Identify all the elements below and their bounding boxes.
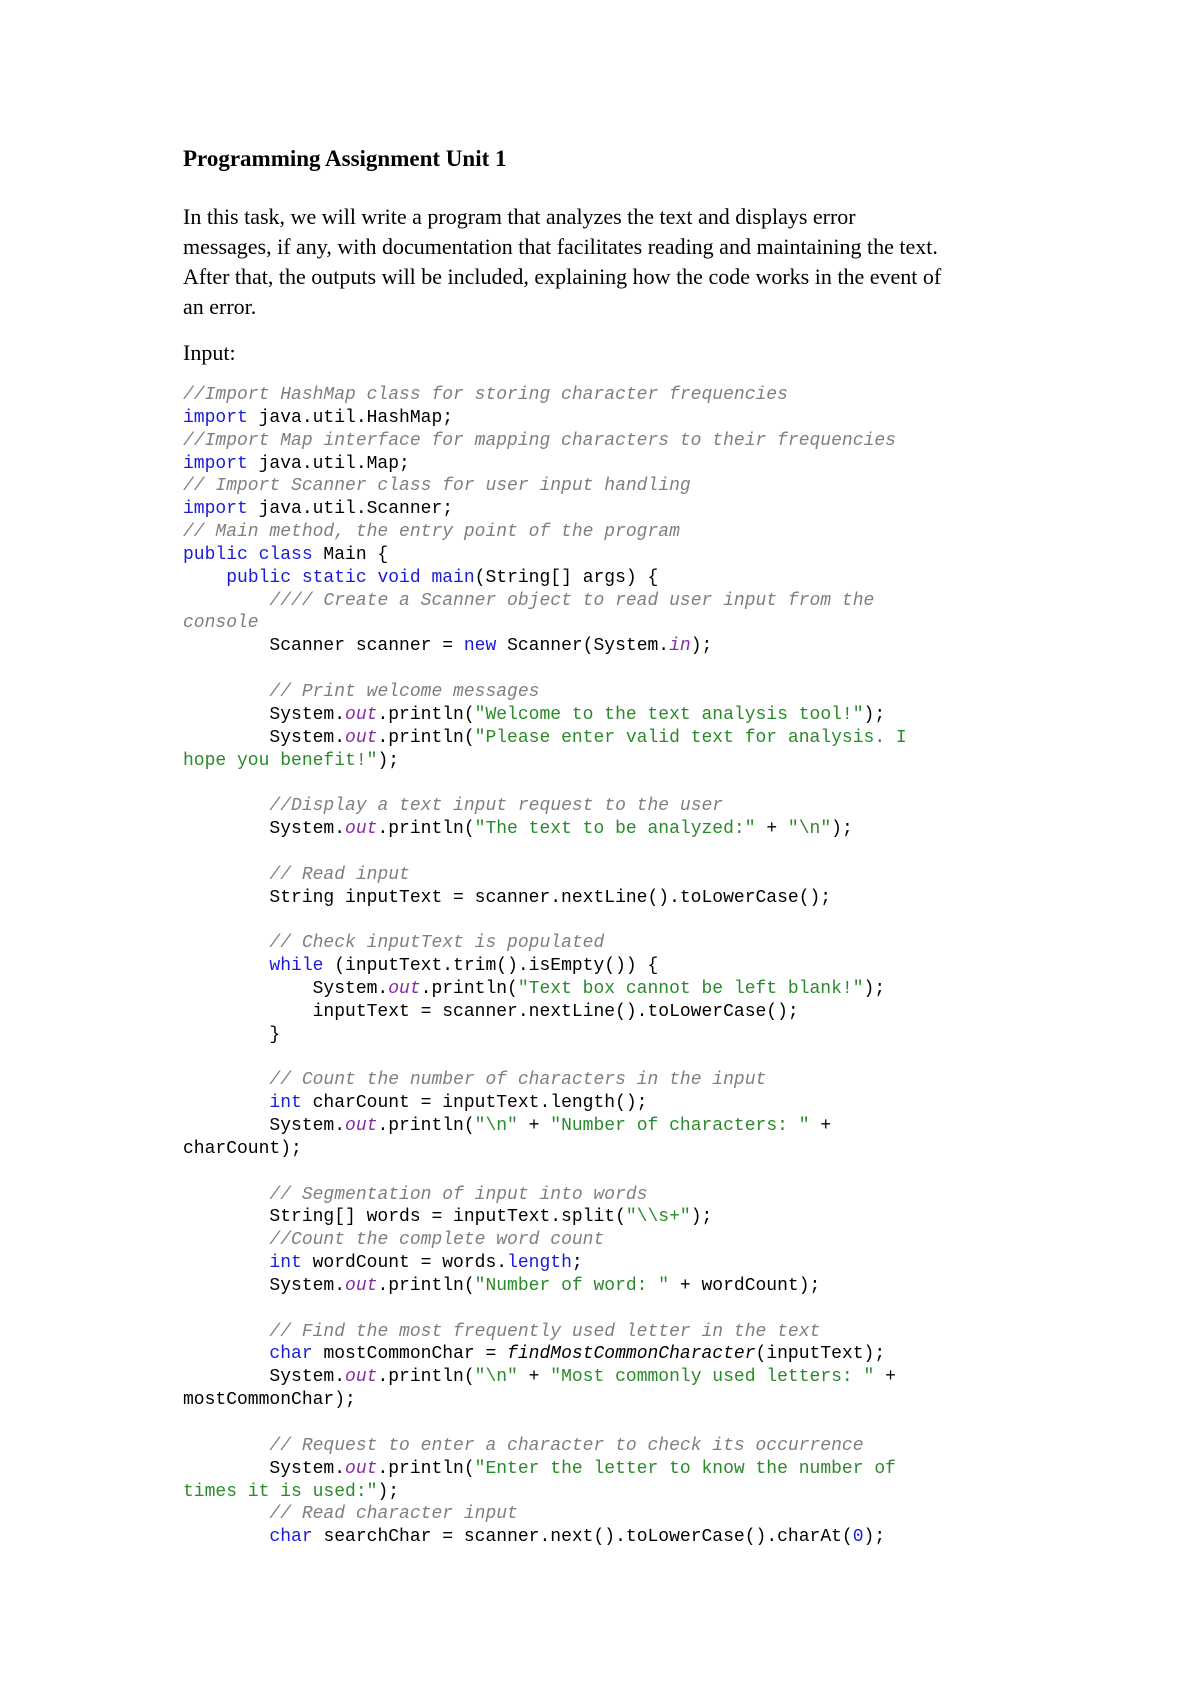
code-token-plain: wordCount = words.: [301, 1253, 508, 1274]
code-line: [183, 1481, 1083, 1504]
code-line: [183, 978, 1083, 1001]
code-token-plain: charCount = inputText.length();: [301, 1093, 648, 1114]
code-line: [183, 681, 1083, 704]
code-token-string: "\\s+": [625, 1207, 691, 1228]
code-line: [183, 1046, 1083, 1069]
code-token-string: "\n": [787, 819, 832, 840]
code-line: [183, 1526, 1083, 1549]
code-token-keyword: import: [183, 499, 248, 520]
code-token-plain: .println(: [377, 727, 475, 748]
code-line: [183, 612, 1083, 635]
code-token-comment: // Find the most frequently used letter in the text: [269, 1321, 821, 1342]
code-token-plain: java.util.HashMap;: [247, 407, 454, 428]
code-line: [183, 1138, 1083, 1161]
code-line: [183, 1458, 1083, 1481]
code-token-comment: // Request to enter a character to check its occurrence: [269, 1435, 864, 1456]
code-line: [183, 1366, 1083, 1389]
code-token-plain: );: [863, 978, 886, 999]
code-token-plain: java.util.Scanner;: [247, 499, 454, 520]
code-line: [183, 1092, 1083, 1115]
code-token-plain: );: [377, 1481, 400, 1502]
code-token-plain: inputText = scanner.nextLine().toLowerCase();: [183, 1001, 799, 1022]
code-token-plain: +: [517, 1116, 551, 1136]
code-line: [183, 909, 1083, 932]
code-token-keyword: import: [183, 453, 248, 474]
code-token-keyword: int: [269, 1253, 302, 1274]
code-token-comment: //Count the complete word count: [269, 1230, 605, 1251]
code-token-keyword: char: [269, 1344, 313, 1365]
code-token-plain: String[] words = inputText.split(: [183, 1207, 626, 1228]
code-line: [183, 1206, 1083, 1229]
code-token-method: findMostCommonCharacter: [507, 1344, 756, 1365]
code-line: [183, 704, 1083, 727]
code-token-keyword: while: [269, 956, 324, 977]
code-token-field: out: [345, 1275, 378, 1296]
code-token-plain: System.: [183, 1275, 346, 1296]
code-line: [183, 1503, 1083, 1526]
code-token-string: "Number of characters: ": [550, 1116, 810, 1136]
code-token-plain: Main {: [312, 544, 389, 565]
code-token-field: in: [669, 636, 691, 657]
code-line: [183, 1184, 1083, 1207]
code-token-plain: +: [874, 1367, 896, 1388]
code-token-plain: Scanner scanner =: [183, 636, 464, 657]
code-token-plain: [183, 1527, 269, 1547]
code-token-string: hope you benefit!": [183, 750, 378, 771]
code-token-plain: );: [863, 704, 886, 725]
code-token-plain: mostCommonChar =: [312, 1344, 508, 1365]
code-token-string: "Enter the letter to know the number of: [474, 1458, 896, 1479]
code-line: [183, 430, 1083, 453]
code-token-plain: [183, 568, 226, 588]
code-line: [183, 453, 1083, 476]
code-token-comment: // Main method, the entry point of the program: [183, 522, 680, 543]
intro-line: messages, if any, with documentation that facilitates reading and maintaining the text.: [183, 234, 938, 259]
code-token-plain: .println(: [377, 1116, 475, 1136]
intro-line: an error.: [183, 294, 257, 319]
code-token-plain: [183, 1230, 269, 1250]
code-token-field: out: [345, 1367, 378, 1388]
code-line: [183, 1389, 1083, 1412]
code-line: [183, 887, 1083, 910]
code-token-keyword: import: [183, 407, 248, 428]
code-token-plain: (inputText);: [755, 1344, 886, 1365]
code-line: [183, 521, 1083, 544]
code-token-plain: (String[] args) {: [474, 567, 659, 588]
code-token-comment: // Import Scanner class for user input handling: [183, 476, 691, 497]
code-line: [183, 1343, 1083, 1366]
code-token-plain: +: [809, 1116, 832, 1136]
code-token-comment: //Import HashMap class for storing character frequencies: [183, 385, 788, 405]
code-token-plain: System.: [183, 1458, 346, 1479]
code-token-string: "\n": [474, 1367, 518, 1388]
code-line: [183, 1412, 1083, 1435]
input-heading: Input:: [183, 340, 236, 365]
code-line: [183, 727, 1083, 750]
code-line: [183, 658, 1083, 681]
code-line: [183, 1275, 1083, 1298]
code-line: [183, 818, 1083, 841]
code-token-plain: System.: [183, 1367, 346, 1388]
code-token-plain: + wordCount);: [669, 1275, 821, 1296]
code-line: [183, 1435, 1083, 1458]
code-token-plain: );: [377, 750, 400, 771]
code-token-plain: );: [831, 819, 853, 840]
code-token-plain: ;: [571, 1253, 583, 1274]
code-token-plain: [183, 1436, 269, 1456]
code-token-comment: // Read input: [269, 864, 410, 885]
code-token-string: "Welcome to the text analysis tool!": [474, 704, 864, 725]
code-line: [183, 955, 1083, 978]
code-token-plain: [183, 796, 269, 816]
code-line: [183, 384, 1083, 407]
page-title: Programming Assignment Unit 1: [183, 146, 507, 171]
code-line: [183, 1161, 1083, 1184]
code-line: [183, 498, 1083, 521]
code-token-plain: +: [755, 819, 788, 840]
code-line: [183, 407, 1083, 430]
code-line: [183, 1252, 1083, 1275]
code-token-field: out: [345, 1458, 378, 1479]
code-line: [183, 1229, 1083, 1252]
code-token-plain: java.util.Map;: [247, 453, 410, 474]
code-token-plain: );: [690, 636, 713, 657]
code-token-plain: );: [863, 1527, 886, 1548]
code-line: [183, 864, 1083, 887]
code-token-plain: .println(: [377, 704, 475, 725]
code-line: [183, 475, 1083, 498]
code-token-string: "\n": [474, 1116, 518, 1136]
code-token-plain: System.: [183, 727, 346, 748]
code-token-plain: [183, 865, 269, 885]
intro-paragraph: [183, 202, 1053, 322]
code-token-keyword: public class: [183, 544, 313, 565]
code-token-string: "Most commonly used letters: ": [550, 1367, 875, 1388]
code-token-string: "Text box cannot be left blank!": [517, 978, 864, 999]
code-token-plain: System.: [183, 1116, 346, 1136]
intro-line: In this task, we will write a program that analyzes the text and displays error: [183, 204, 856, 229]
code-line: [183, 841, 1083, 864]
code-token-keyword: char: [269, 1527, 313, 1548]
code-token-plain: .println(: [420, 978, 518, 999]
code-line: [183, 1069, 1083, 1092]
code-line: [183, 567, 1083, 590]
code-token-comment: // Count the number of characters in the input: [269, 1070, 767, 1091]
code-token-keyword: new: [463, 636, 497, 657]
code-token-field: out: [345, 819, 378, 840]
code-token-field: out: [345, 1116, 378, 1136]
code-token-plain: [183, 1093, 269, 1113]
code-token-plain: +: [517, 1367, 551, 1388]
code-line: [183, 635, 1083, 658]
code-token-plain: String inputText = scanner.nextLine().toLowerCase();: [183, 887, 832, 908]
code-token-plain: .println(: [377, 1367, 475, 1388]
code-token-plain: [183, 591, 269, 611]
code-token-plain: System.: [183, 978, 389, 999]
code-token-plain: );: [690, 1207, 713, 1228]
code-token-comment: // Check inputText is populated: [269, 933, 605, 954]
code-token-string: "The text to be analyzed:": [474, 819, 756, 840]
code-token-comment: console: [183, 613, 259, 634]
code-token-plain: charCount);: [183, 1138, 302, 1159]
code-token-plain: searchChar = scanner.next().toLowerCase().charAt(: [312, 1527, 853, 1548]
code-token-comment: //Display a text input request to the user: [269, 796, 724, 817]
code-token-plain: [183, 956, 269, 976]
code-token-plain: [183, 682, 269, 702]
code-token-number: 0: [852, 1527, 864, 1548]
code-token-string: "Please enter valid text for analysis. I: [474, 727, 907, 748]
code-line: [183, 1115, 1083, 1138]
code-token-field: out: [388, 978, 421, 999]
code-token-comment: // Print welcome messages: [269, 681, 540, 702]
code-token-string: "Number of word: ": [474, 1275, 670, 1296]
code-token-plain: [183, 1070, 269, 1090]
code-token-plain: [183, 1344, 269, 1364]
code-token-plain: (inputText.trim().isEmpty()) {: [323, 956, 659, 977]
code-token-field: out: [345, 704, 378, 725]
code-token-field: out: [345, 727, 378, 748]
code-line: [183, 590, 1083, 613]
code-token-plain: System.: [183, 704, 346, 725]
code-token-plain: [183, 1185, 269, 1205]
code-token-plain: [183, 933, 269, 953]
code-token-plain: System.: [183, 819, 346, 840]
code-block: [183, 384, 1083, 1549]
code-token-plain: [183, 1322, 269, 1342]
code-token-keyword: int: [269, 1093, 302, 1114]
code-token-keyword: length: [507, 1253, 572, 1274]
code-line: [183, 544, 1083, 567]
code-token-comment: // Segmentation of input into words: [269, 1184, 648, 1205]
code-token-keyword: public static void main: [226, 567, 475, 588]
code-token-plain: .println(: [377, 819, 475, 840]
code-line: [183, 1024, 1083, 1047]
code-token-plain: mostCommonChar);: [183, 1390, 356, 1411]
code-line: [183, 932, 1083, 955]
code-line: [183, 795, 1083, 818]
code-line: [183, 750, 1083, 773]
code-token-comment: //Import Map interface for mapping characters to their frequencies: [183, 430, 896, 451]
code-token-comment: // Read character input: [269, 1504, 518, 1525]
intro-line: After that, the outputs will be included, explaining how the code works in the event of: [183, 264, 942, 289]
code-token-comment: //// Create a Scanner object to read user input from the: [269, 590, 875, 611]
code-token-plain: Scanner(System.: [496, 636, 670, 657]
code-line: [183, 1321, 1083, 1344]
code-token-plain: [183, 1253, 269, 1273]
code-token-plain: [183, 1504, 269, 1524]
code-line: [183, 1001, 1083, 1024]
code-token-plain: .println(: [377, 1458, 475, 1479]
code-token-string: times it is used:": [183, 1481, 378, 1502]
code-token-plain: }: [183, 1024, 281, 1045]
code-line: [183, 772, 1083, 795]
code-line: [183, 1298, 1083, 1321]
code-token-plain: .println(: [377, 1275, 475, 1296]
